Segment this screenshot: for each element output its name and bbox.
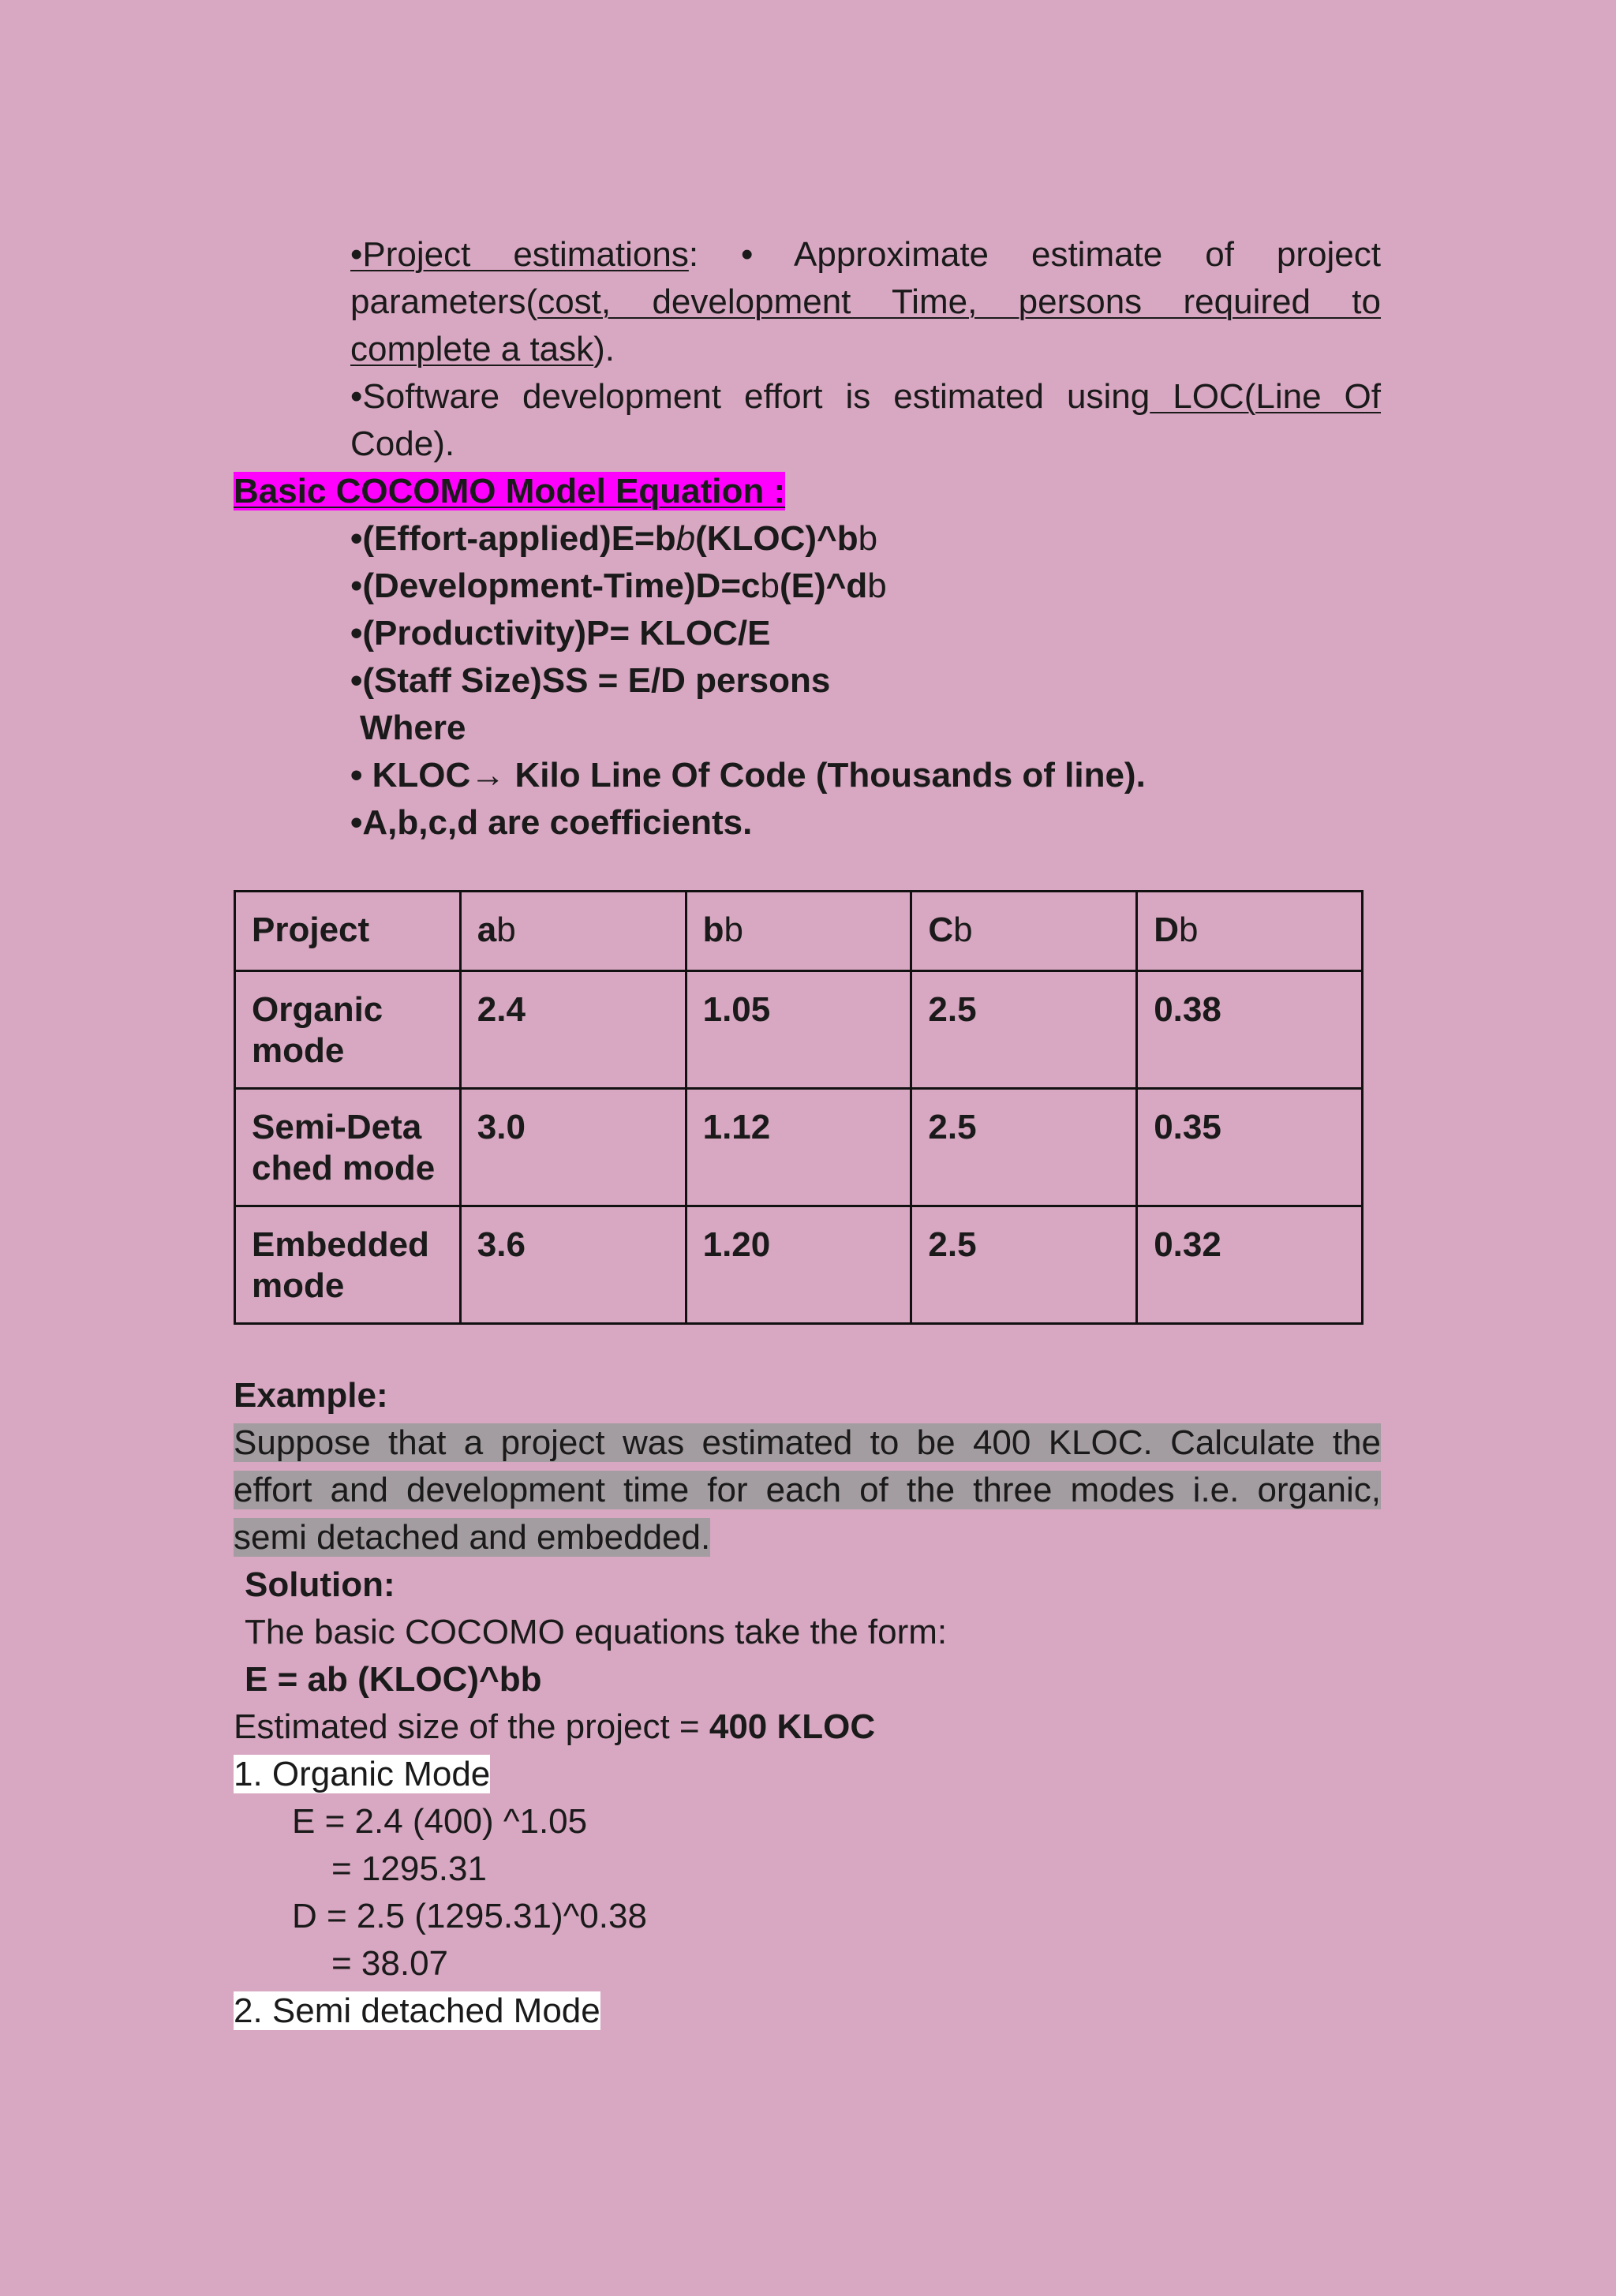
coefficients-note: •A,b,c,d are coefficients.: [350, 803, 753, 842]
cell-ab: 3.6: [460, 1206, 686, 1324]
header-ab: ab: [460, 892, 686, 971]
cell-cb: 2.5: [911, 971, 1137, 1089]
example-title: Example:: [234, 1376, 388, 1415]
table-header-row: [235, 892, 1363, 971]
estimated-size: Estimated size of the project = 400 KLOC: [234, 1707, 876, 1746]
intro-line-4: •Software development effort is estimated using LOC(Line Of: [350, 377, 1381, 416]
organic-time-calc: D = 2.5 (1295.31)^0.38: [292, 1897, 647, 1935]
table-row: [235, 1089, 1363, 1206]
cell-bb: 1.05: [686, 971, 911, 1089]
header-project: Project: [235, 892, 461, 971]
cell-bb: 1.20: [686, 1206, 911, 1324]
coefficient-table: [234, 890, 1364, 1325]
header-bb: bb: [686, 892, 911, 971]
solution-form-text: The basic COCOMO equations take the form:: [245, 1613, 948, 1651]
cell-mode: Embedded mode: [235, 1206, 461, 1324]
table-row: [235, 971, 1363, 1089]
cell-ab: 2.4: [460, 971, 686, 1089]
cell-mode: Organic mode: [235, 971, 461, 1089]
productivity-equation: •(Productivity)P= KLOC/E: [350, 614, 771, 653]
cell-db: 0.35: [1137, 1089, 1363, 1206]
kloc-definition: • KLOC→ Kilo Line Of Code (Thousands of line).: [350, 756, 1146, 795]
project-estimations-term: •Project estimations: [350, 235, 689, 274]
table-row: [235, 1206, 1363, 1324]
cell-cb: 2.5: [911, 1089, 1137, 1206]
organic-time-result: = 38.07: [331, 1944, 449, 1983]
where-label: Where: [360, 709, 466, 747]
cell-cb: 2.5: [911, 1206, 1137, 1324]
intro-line-1: •Project estimations: • Approximate estimate of project: [350, 235, 1381, 274]
organic-mode-heading: 1. Organic Mode: [234, 1755, 491, 1793]
example-question-line-2: effort and development time for each of the three modes i.e. organic,: [234, 1471, 1381, 1509]
cocomo-heading: Basic COCOMO Model Equation :: [234, 472, 786, 510]
development-time-equation: •(Development-Time)D=cb(E)^db: [350, 567, 887, 605]
organic-effort-calc: E = 2.4 (400) ^1.05: [292, 1802, 588, 1841]
intro-line-5: Code).: [350, 424, 455, 463]
cell-ab: 3.0: [460, 1089, 686, 1206]
cell-bb: 1.12: [686, 1089, 911, 1206]
staff-size-equation: •(Staff Size)SS = E/D persons: [350, 661, 831, 700]
intro-line-3: complete a task).: [350, 330, 615, 368]
cell-db: 0.32: [1137, 1206, 1363, 1324]
solution-title: Solution:: [245, 1565, 395, 1604]
header-db: Db: [1137, 892, 1363, 971]
intro-line-2: parameters(cost, development Time, persons required to: [350, 282, 1381, 321]
cell-mode: Semi-Deta ched mode: [235, 1089, 461, 1206]
solution-form-equation: E = ab (KLOC)^bb: [245, 1660, 542, 1699]
header-cb: Cb: [911, 892, 1137, 971]
example-question-line-3: semi detached and embedded.: [234, 1518, 711, 1557]
example-question-line-1: Suppose that a project was estimated to be 400 KLOC. Calculate the: [234, 1423, 1381, 1462]
cell-db: 0.38: [1137, 971, 1363, 1089]
effort-equation: •(Effort-applied)E=bb(KLOC)^bb: [350, 519, 878, 558]
semi-detached-mode-heading: 2. Semi detached Mode: [234, 1991, 600, 2030]
organic-effort-result: = 1295.31: [331, 1849, 487, 1888]
